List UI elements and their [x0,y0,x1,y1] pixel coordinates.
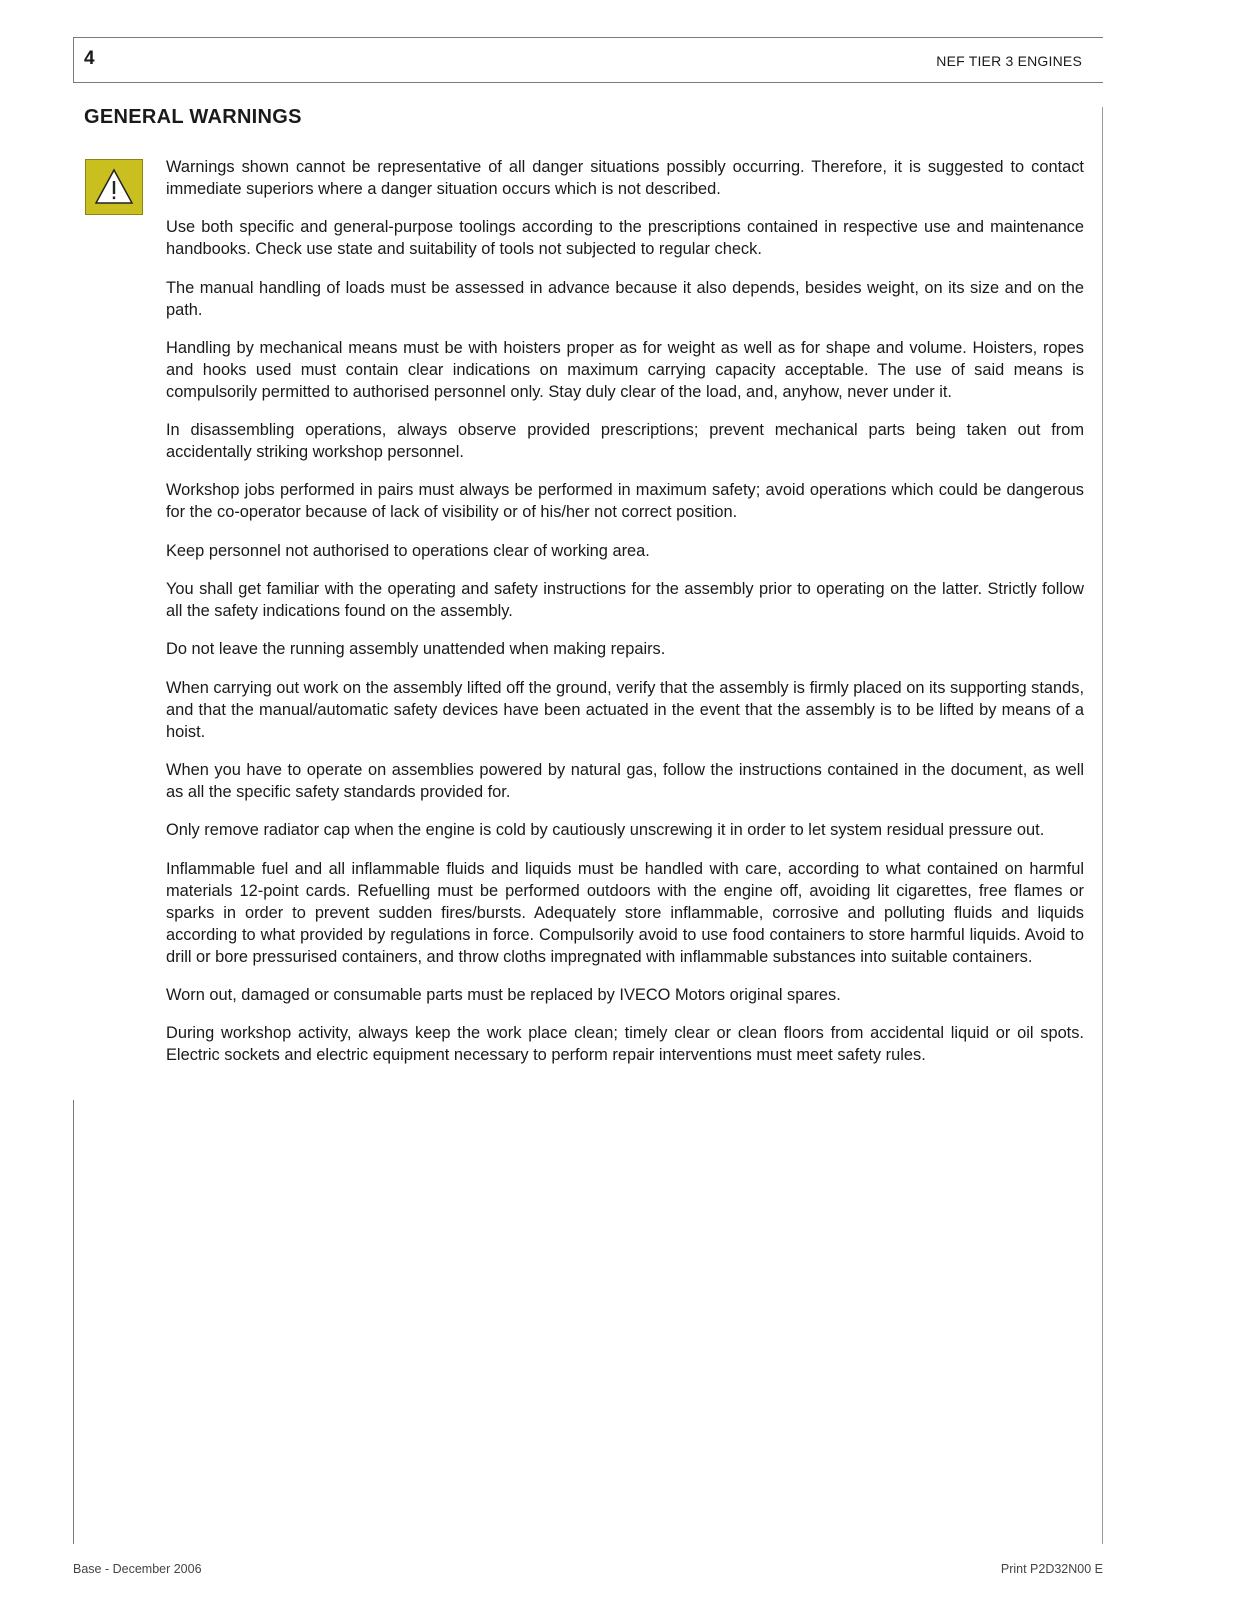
footer-print-code: Print P2D32N00 E [1000,1562,1103,1576]
warning-paragraph: Worn out, damaged or consumable parts must be replaced by IVECO Motors original spares. [166,985,841,1004]
warning-paragraph: You shall get familiar with the operating and safety instructions for the assembly prior to operating on the latter. Strictly follow all the safety indications found on the assembly. [166,580,1084,621]
header-title: NEF TIER 3 ENGINES [936,53,1082,69]
warning-paragraph: Keep personnel not authorised to operations clear of working area. [166,541,650,560]
page-right-rule [1102,107,1103,1544]
footer-edition: Base - December 2006 [73,1562,202,1576]
warning-paragraph: Warnings shown cannot be representative of all danger situations possibly occurring. Therefore, it is suggested to contact immediate superiors where a danger situation occurs which is not described. [166,158,1084,198]
warning-paragraph: When carrying out work on the assembly lifted off the ground, verify that the assembly is firmly placed on its supporting stands, and that the manual/automatic safety devices have been actuated in the event that the assembly is to be lifted by means of a hoist. [166,678,1084,741]
warning-paragraph: The manual handling of loads must be assessed in advance because it also depends, besides weight, on its size and on the path. [166,278,1084,319]
warning-paragraph: Inflammable fuel and all inflammable fluids and liquids must be handled with care, according to what contained on harmful materials 12-point cards. Refuelling must be performed outdoors with the engine off, avoiding lit cigarettes, free flames or sparks in order to prevent sudden fires/bursts. Adequately store inflammable, corrosive and polluting fluids and liquids according to what provided by regulations in force. Compulsorily avoid to use food containers to store harmful liquids. Avoid to drill or bore pressurised containers, and throw cloths impregnated with inflammable substances into suitable containers. [166,859,1084,966]
warning-triangle-icon [85,159,143,215]
warning-paragraph: Handling by mechanical means must be with hoisters proper as for weight as well as for shape and volume. Hoisters, ropes and hooks used must contain clear indications on maximum carrying capacity acceptable. The use of said means is compulsorily permitted to authorised personnel only. Stay duly clear of the load, and, anyhow, never under it. [166,338,1084,401]
header-top-rule [73,37,1103,38]
warning-paragraph: Only remove radiator cap when the engine is cold by cautiously unscrewing it in order to let system residual pressure out. [166,821,1045,840]
warning-paragraph: During workshop activity, always keep the work place clean; timely clear or clean floors from accidental liquid or oil spots. Electric sockets and electric equipment necessary to perform repair interventions must meet safety rules. [166,1024,1084,1065]
warning-paragraph: In disassembling operations, always observe provided prescriptions; prevent mechanical parts being taken out from accidentally striking workshop personnel. [166,421,1084,462]
warning-paragraph: Workshop jobs performed in pairs must always be performed in maximum safety; avoid operations which could be dangerous for the co-operator because of lack of visibility or of his/her not correct position. [166,481,1084,522]
warnings-body [166,156,1084,1082]
warning-paragraph: Use both specific and general-purpose toolings according to the prescriptions contained in respective use and maintenance handbooks. Check use state and suitability of tools not subjected to regular check. [166,218,1084,259]
section-title: GENERAL WARNINGS [84,106,302,128]
warning-paragraph: When you have to operate on assemblies powered by natural gas, follow the instructions contained in the document, as well as all the specific safety standards provided for. [166,760,1084,801]
header-bottom-rule [73,82,1103,83]
page-left-rule [73,1100,74,1544]
header-left-rule [73,37,74,83]
page-number: 4 [84,48,95,69]
warning-paragraph: Do not leave the running assembly unattended when making repairs. [166,640,666,659]
